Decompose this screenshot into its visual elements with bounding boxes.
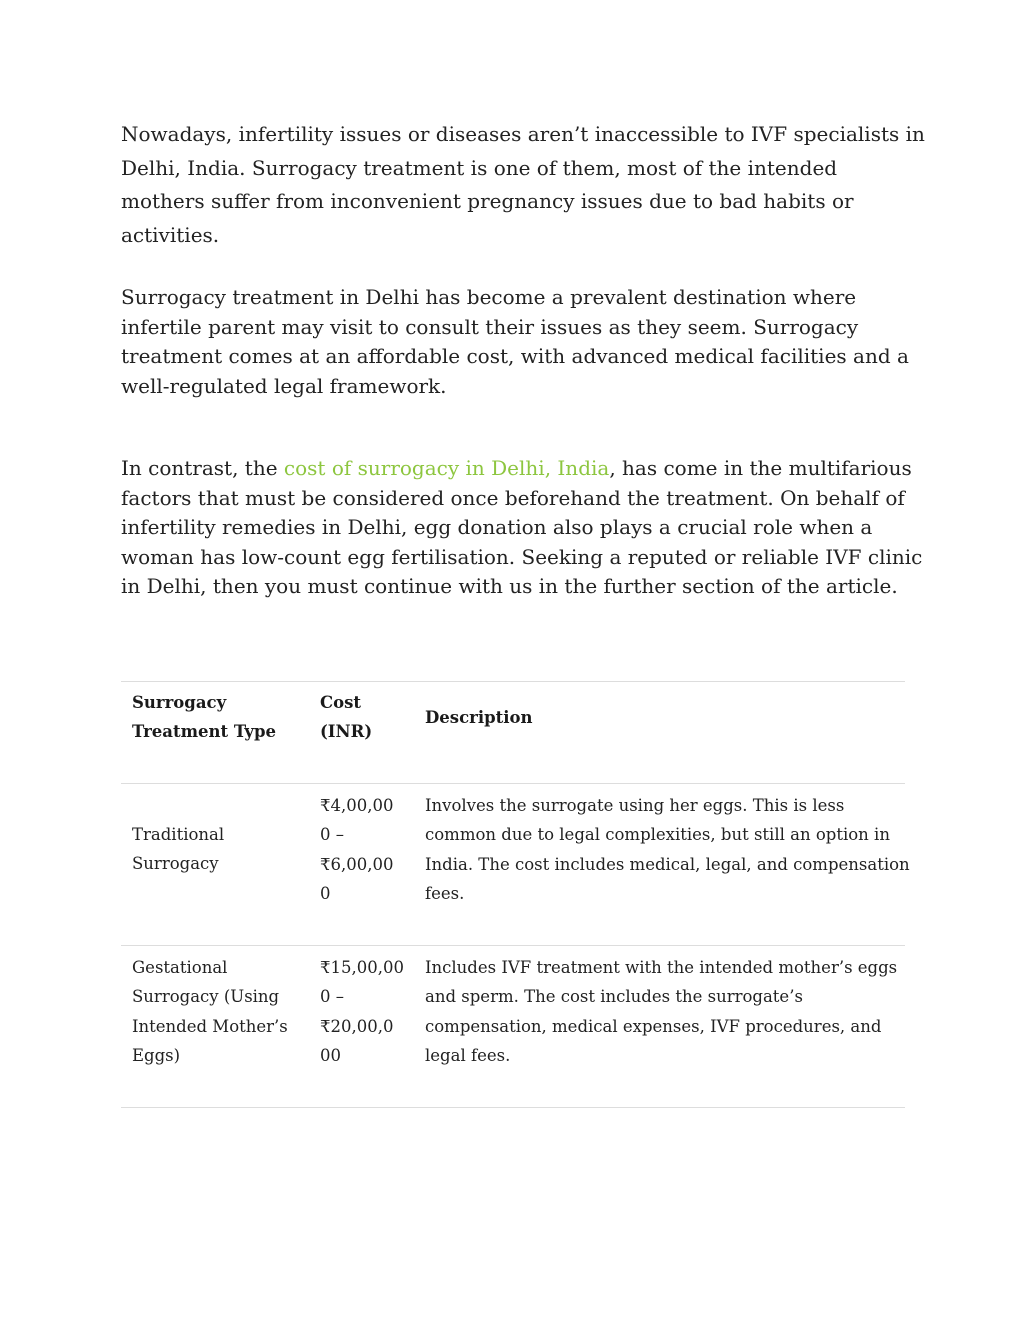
cell-line: Includes IVF treatment with the intended mother’s eggs — [425, 958, 898, 977]
cell-line: Surrogacy — [132, 854, 219, 874]
cell-line: legal fees. — [425, 1045, 511, 1065]
paragraph-line: infertility remedies in Delhi, egg donation also plays a crucial role when a — [121, 515, 873, 539]
table-rule-top — [121, 681, 905, 682]
cell-line: Surrogacy (Using — [132, 987, 280, 1007]
paragraph-line: factors that must be considered once beforehand the treatment. On behalf of — [121, 485, 905, 510]
cell-line: and sperm. The cost includes the surrogate’s — [425, 987, 803, 1007]
cell-line: India. The cost includes medical, legal, and compensation — [425, 854, 910, 874]
paragraph-line: Surrogacy treatment in Delhi has become a prevalent destination where — [121, 285, 857, 309]
table-rule-header — [121, 783, 905, 784]
cell-line: 0 – — [320, 825, 344, 845]
cell-line: ₹15,00,00 — [320, 958, 404, 977]
paragraph-line: well-regulated legal framework. — [121, 373, 447, 398]
cell-description — [425, 953, 903, 1070]
cell-line: Gestational — [132, 958, 228, 977]
header-line: Description — [425, 708, 533, 727]
header-description — [425, 703, 903, 732]
header-line: Surrogacy — [132, 693, 227, 712]
cell-line: common due to legal complexities, but still an option in — [425, 825, 890, 845]
paragraph-line: mothers suffer from inconvenient pregnancy issues due to bad habits or — [121, 189, 854, 213]
cell-description — [425, 791, 910, 908]
intro-paragraph — [121, 118, 925, 252]
table-rule-bottom — [121, 1107, 905, 1108]
table-rule-row — [121, 945, 905, 946]
header-treatment-type — [132, 688, 307, 747]
header-cost — [320, 688, 412, 747]
paragraph-line: woman has low-count egg fertilisation. Seeking a reputed or reliable IVF clinic — [121, 544, 923, 569]
delhi-destination-paragraph — [121, 283, 911, 401]
cell-line: 0 — [320, 883, 331, 903]
paragraph-line — [121, 454, 911, 484]
header-line: Cost — [320, 693, 362, 712]
paragraph-line: Nowadays, infertility issues or diseases aren’t inaccessible to IVF specialists in — [121, 122, 925, 146]
cell-treatment-type — [132, 820, 307, 879]
cell-line: 00 — [320, 1045, 341, 1065]
cell-line: Eggs) — [132, 1045, 181, 1065]
cost-of-surrogacy-link[interactable]: cost of surrogacy in Delhi, India — [283, 456, 610, 480]
cell-line: ₹6,00,00 — [320, 854, 394, 874]
paragraph-line: treatment comes at an affordable cost, with advanced medical facilities and a — [121, 344, 909, 368]
paragraph-text: In contrast, the — [121, 456, 284, 480]
paragraph-line: in Delhi, then you must continue with us in the further section of the article. — [121, 574, 898, 598]
cost-factors-paragraph — [121, 454, 923, 602]
paragraph-line: activities. — [121, 222, 220, 247]
cell-line: Involves the surrogate using her eggs. This is less — [425, 796, 845, 815]
cell-treatment-type — [132, 953, 307, 1070]
cell-line: Intended Mother’s — [132, 1016, 288, 1036]
paragraph-text: , has come in the multifarious — [609, 456, 912, 480]
cell-line: 0 – — [320, 987, 344, 1007]
cell-line: ₹20,00,0 — [320, 1016, 394, 1036]
cell-cost — [320, 791, 412, 908]
header-line: Treatment Type — [132, 722, 276, 742]
paragraph-line: Delhi, India. Surrogacy treatment is one of them, most of the intended — [121, 155, 838, 180]
cell-line: fees. — [425, 883, 465, 903]
surrogacy-cost-table — [121, 681, 910, 1109]
paragraph-line: infertile parent may visit to consult their issues as they seem. Surrogacy — [121, 314, 859, 339]
cell-cost — [320, 953, 412, 1070]
cell-line: Traditional — [132, 825, 225, 844]
cell-line: ₹4,00,00 — [320, 796, 394, 815]
header-line: (INR) — [320, 722, 373, 742]
cell-line: compensation, medical expenses, IVF procedures, and — [425, 1016, 882, 1036]
